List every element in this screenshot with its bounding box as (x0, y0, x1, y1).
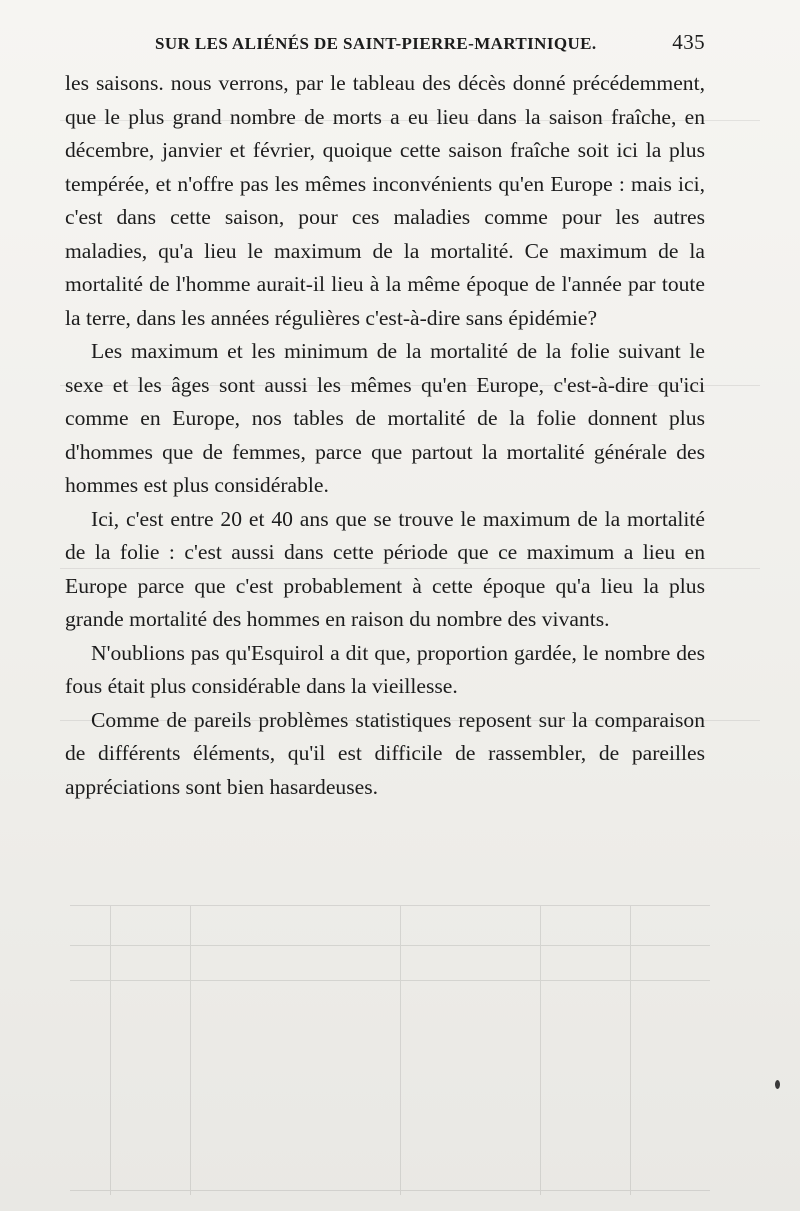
paragraph: N'oublions pas qu'Esquirol a dit que, proportion gardée, le nombre des fous était plus considérable dans la vieillesse. (65, 640, 705, 698)
running-title: SUR LES ALIÉNÉS DE SAINT-PIERRE-MARTINIQUE. (155, 34, 597, 53)
body-text (65, 67, 705, 804)
show-through-table (70, 905, 710, 1195)
paragraph: Comme de pareils problèmes statistiques reposent sur la comparaison de différents éléments, qu'il est difficile de rassembler, de pareilles appréciations sont bien hasardeuses. (65, 707, 705, 799)
paragraph: les saisons. nous verrons, par le tableau des décès donné précédemment, que le plus grand nombre de morts a eu lieu dans la saison fraîche, en décembre, janvier et février, quoique cette saison fraîche soit ici la plus tempérée, et n'offre pas les mêmes inconvénients qu'en Europe : mais ici, c'est dans cette saison, pour ces maladies comme pour les autres maladies, qu'a lieu le maximum de la mortalité. Ce maximum de la mortalité de l'homme aurait-il lieu à la même époque de l'année par toute la terre, dans les années régulières c'est-à-dire sans épidémie? (65, 71, 705, 330)
ink-spot (775, 1080, 780, 1089)
paragraph: Les maximum et les minimum de la mortalité de la folie suivant le sexe et les âges sont aussi les mêmes qu'en Europe, c'est-à-dire qu'ici comme en Europe, nos tables de mortalité de la folie donnent plus d'hommes que de femmes, parce que partout la mortalité générale des hommes est plus considérable. (65, 339, 705, 497)
paragraph: Ici, c'est entre 20 et 40 ans que se trouve le maximum de la mortalité de la folie : c'est aussi dans cette période que ce maximum a lieu en Europe parce que c'est probablement à cette époque qu'a lieu la plus grande mortalité des hommes en raison du nombre des vivants. (65, 506, 705, 631)
page-number: 435 (672, 30, 705, 54)
